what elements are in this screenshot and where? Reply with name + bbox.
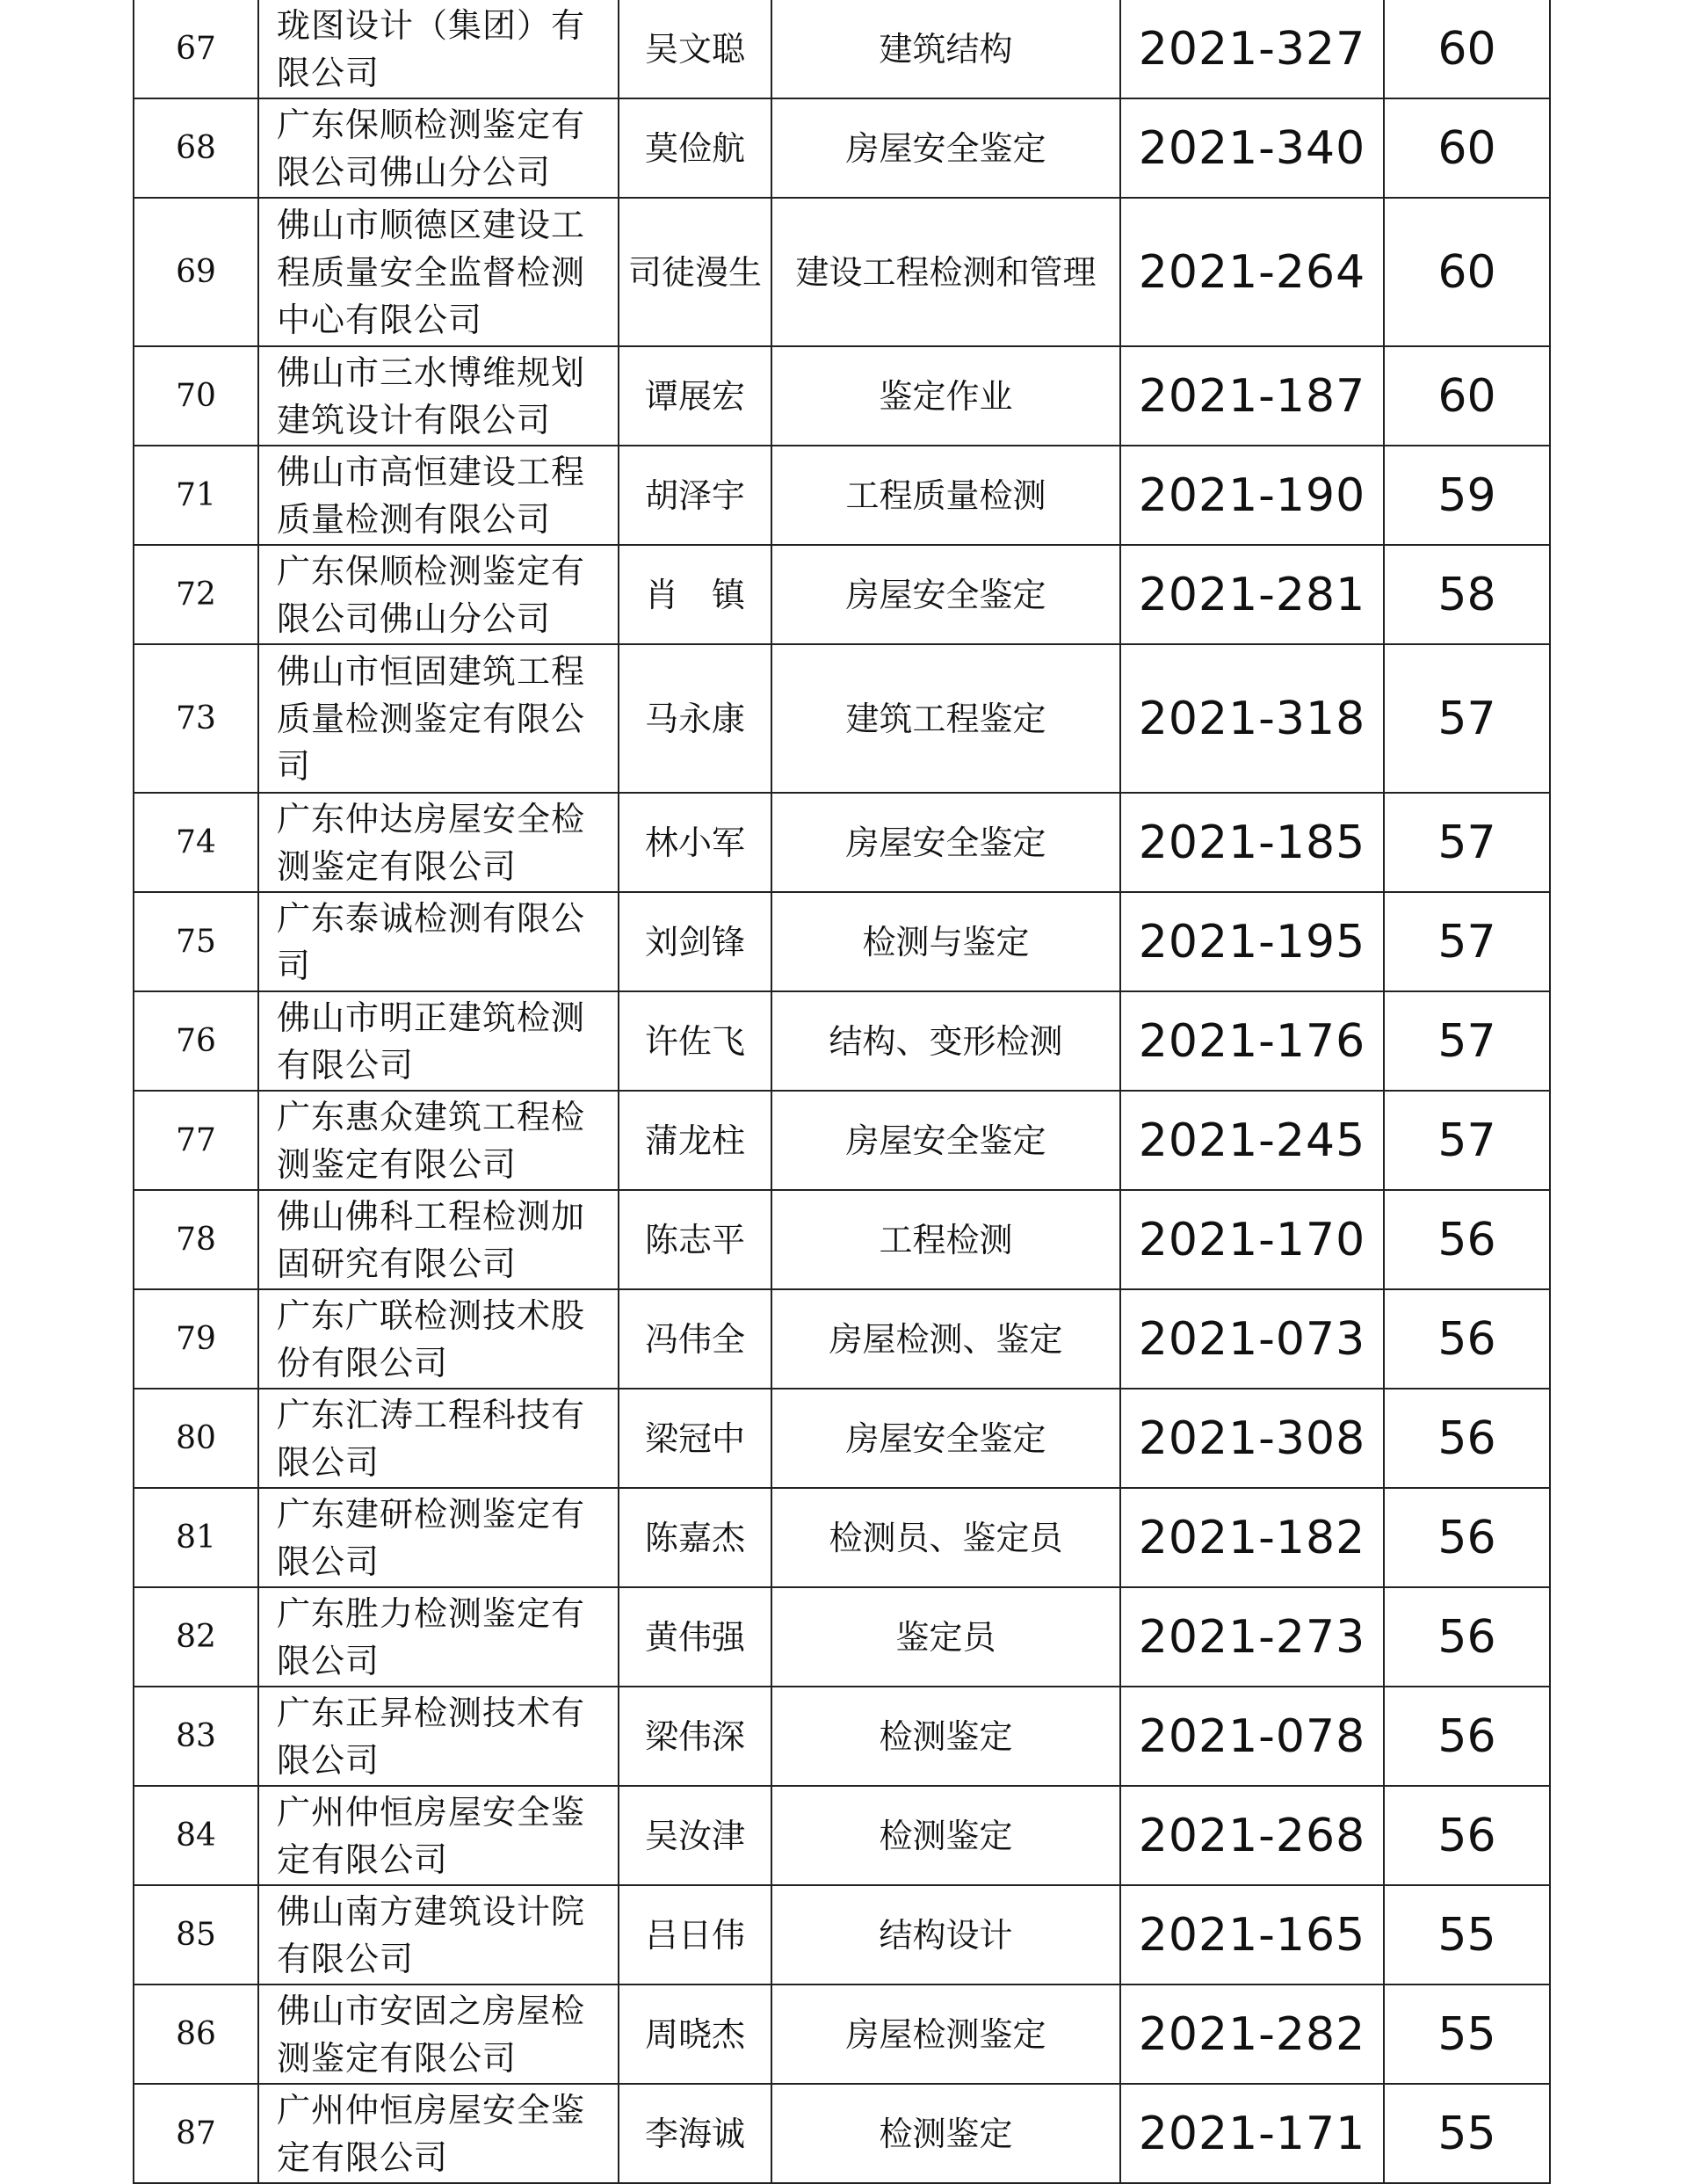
table-row (134, 1389, 1550, 1488)
certificate-number: 2021-273 (1120, 1587, 1384, 1687)
score: 55 (1384, 1885, 1550, 1984)
certificate-number: 2021-078 (1120, 1687, 1384, 1786)
table-row (134, 545, 1550, 644)
table-row (134, 991, 1550, 1091)
table-row (134, 446, 1550, 545)
score: 56 (1384, 1587, 1550, 1687)
specialty: 房屋安全鉴定 (771, 793, 1120, 892)
person-name: 吕日伟 (619, 1885, 771, 1984)
person-name: 李海诚 (619, 2084, 771, 2183)
score: 57 (1384, 991, 1550, 1091)
table-row (134, 98, 1550, 198)
person-name: 梁冠中 (619, 1389, 771, 1488)
row-number: 79 (134, 1289, 258, 1389)
certificate-number: 2021-308 (1120, 1389, 1384, 1488)
score: 55 (1384, 1984, 1550, 2084)
specialty: 房屋安全鉴定 (771, 1389, 1120, 1488)
person-name: 蒲龙柱 (619, 1091, 771, 1190)
specialty: 结构、变形检测 (771, 991, 1120, 1091)
certificate-number: 2021-195 (1120, 892, 1384, 991)
table-row (134, 1984, 1550, 2084)
row-number: 71 (134, 446, 258, 545)
specialty: 检测鉴定 (771, 1786, 1120, 1885)
certificate-number: 2021-281 (1120, 545, 1384, 644)
person-name: 冯伟全 (619, 1289, 771, 1389)
row-number: 83 (134, 1687, 258, 1786)
person-name: 陈志平 (619, 1190, 771, 1289)
table-row (134, 1488, 1550, 1587)
certificate-number: 2021-182 (1120, 1488, 1384, 1587)
certificate-number: 2021-268 (1120, 1786, 1384, 1885)
score: 56 (1384, 1786, 1550, 1885)
row-number: 77 (134, 1091, 258, 1190)
person-name: 马永康 (619, 644, 771, 793)
certificate-number: 2021-327 (1120, 0, 1384, 98)
company-name: 广东泰诚检测有限公司 (258, 892, 619, 991)
row-number: 87 (134, 2084, 258, 2183)
person-name: 陈嘉杰 (619, 1488, 771, 1587)
table-row (134, 198, 1550, 346)
row-number: 85 (134, 1885, 258, 1984)
row-number: 82 (134, 1587, 258, 1687)
specialty: 检测员、鉴定员 (771, 1488, 1120, 1587)
score: 56 (1384, 1289, 1550, 1389)
score: 57 (1384, 793, 1550, 892)
row-number: 81 (134, 1488, 258, 1587)
specialty: 房屋安全鉴定 (771, 98, 1120, 198)
specialty: 检测鉴定 (771, 1687, 1120, 1786)
company-name: 佛山南方建筑设计院有限公司 (258, 1885, 619, 1984)
certificate-number: 2021-170 (1120, 1190, 1384, 1289)
certificate-number: 2021-264 (1120, 198, 1384, 346)
company-name: 广东仲达房屋安全检测鉴定有限公司 (258, 793, 619, 892)
row-number: 67 (134, 0, 258, 98)
table-row (134, 1190, 1550, 1289)
row-number: 86 (134, 1984, 258, 2084)
specialty: 检测与鉴定 (771, 892, 1120, 991)
company-name: 广东建研检测鉴定有限公司 (258, 1488, 619, 1587)
row-number: 78 (134, 1190, 258, 1289)
certificate-number: 2021-073 (1120, 1289, 1384, 1389)
person-name: 吴文聪 (619, 0, 771, 98)
company-name: 佛山市高恒建设工程质量检测有限公司 (258, 446, 619, 545)
specialty: 检测鉴定 (771, 2084, 1120, 2183)
row-number: 75 (134, 892, 258, 991)
certificate-number: 2021-176 (1120, 991, 1384, 1091)
table-row (134, 1091, 1550, 1190)
table-row (134, 644, 1550, 793)
person-name: 梁伟深 (619, 1687, 771, 1786)
personnel-score-table (133, 0, 1551, 2184)
person-name: 许佐飞 (619, 991, 771, 1091)
specialty: 结构设计 (771, 1885, 1120, 1984)
table-row (134, 1289, 1550, 1389)
table-row (134, 1885, 1550, 1984)
score: 60 (1384, 0, 1550, 98)
specialty: 房屋安全鉴定 (771, 1091, 1120, 1190)
table-row (134, 346, 1550, 446)
company-name: 珑图设计（集团）有限公司 (258, 0, 619, 98)
table-row (134, 1687, 1550, 1786)
table-row (134, 1786, 1550, 1885)
person-name: 胡泽宇 (619, 446, 771, 545)
row-number: 73 (134, 644, 258, 793)
person-name: 周晓杰 (619, 1984, 771, 2084)
score: 58 (1384, 545, 1550, 644)
row-number: 84 (134, 1786, 258, 1885)
specialty: 房屋安全鉴定 (771, 545, 1120, 644)
specialty: 鉴定作业 (771, 346, 1120, 446)
score: 59 (1384, 446, 1550, 545)
company-name: 广州仲恒房屋安全鉴定有限公司 (258, 2084, 619, 2183)
score: 57 (1384, 644, 1550, 793)
certificate-number: 2021-185 (1120, 793, 1384, 892)
specialty: 建筑结构 (771, 0, 1120, 98)
company-name: 佛山市明正建筑检测有限公司 (258, 991, 619, 1091)
person-name: 司徒漫生 (619, 198, 771, 346)
company-name: 广东保顺检测鉴定有限公司佛山分公司 (258, 545, 619, 644)
company-name: 佛山佛科工程检测加固研究有限公司 (258, 1190, 619, 1289)
certificate-number: 2021-171 (1120, 2084, 1384, 2183)
row-number: 74 (134, 793, 258, 892)
person-name: 肖 镇 (619, 545, 771, 644)
company-name: 佛山市顺德区建设工程质量安全监督检测中心有限公司 (258, 198, 619, 346)
row-number: 68 (134, 98, 258, 198)
score: 56 (1384, 1190, 1550, 1289)
score: 55 (1384, 2084, 1550, 2183)
specialty: 工程检测 (771, 1190, 1120, 1289)
score: 56 (1384, 1488, 1550, 1587)
specialty: 房屋检测、鉴定 (771, 1289, 1120, 1389)
row-number: 76 (134, 991, 258, 1091)
person-name: 吴汝津 (619, 1786, 771, 1885)
table-row (134, 2084, 1550, 2183)
certificate-number: 2021-190 (1120, 446, 1384, 545)
row-number: 70 (134, 346, 258, 446)
company-name: 佛山市安固之房屋检测鉴定有限公司 (258, 1984, 619, 2084)
score: 60 (1384, 98, 1550, 198)
person-name: 莫俭航 (619, 98, 771, 198)
certificate-number: 2021-187 (1120, 346, 1384, 446)
person-name: 林小军 (619, 793, 771, 892)
company-name: 广东胜力检测鉴定有限公司 (258, 1587, 619, 1687)
person-name: 黄伟强 (619, 1587, 771, 1687)
person-name: 谭展宏 (619, 346, 771, 446)
company-name: 广东正昇检测技术有限公司 (258, 1687, 619, 1786)
table-row (134, 892, 1550, 991)
table-row (134, 793, 1550, 892)
row-number: 72 (134, 545, 258, 644)
certificate-number: 2021-318 (1120, 644, 1384, 793)
score: 56 (1384, 1687, 1550, 1786)
specialty: 建设工程检测和管理 (771, 198, 1120, 346)
specialty: 鉴定员 (771, 1587, 1120, 1687)
table-row (134, 0, 1550, 98)
specialty: 房屋检测鉴定 (771, 1984, 1120, 2084)
certificate-number: 2021-165 (1120, 1885, 1384, 1984)
certificate-number: 2021-282 (1120, 1984, 1384, 2084)
score: 56 (1384, 1389, 1550, 1488)
company-name: 广东保顺检测鉴定有限公司佛山分公司 (258, 98, 619, 198)
company-name: 广东惠众建筑工程检测鉴定有限公司 (258, 1091, 619, 1190)
row-number: 80 (134, 1389, 258, 1488)
certificate-number: 2021-245 (1120, 1091, 1384, 1190)
company-name: 广州仲恒房屋安全鉴定有限公司 (258, 1786, 619, 1885)
company-name: 广东汇涛工程科技有限公司 (258, 1389, 619, 1488)
company-name: 广东广联检测技术股份有限公司 (258, 1289, 619, 1389)
certificate-number: 2021-340 (1120, 98, 1384, 198)
row-number: 69 (134, 198, 258, 346)
company-name: 佛山市恒固建筑工程质量检测鉴定有限公司 (258, 644, 619, 793)
company-name: 佛山市三水博维规划建筑设计有限公司 (258, 346, 619, 446)
score: 60 (1384, 346, 1550, 446)
specialty: 建筑工程鉴定 (771, 644, 1120, 793)
specialty: 工程质量检测 (771, 446, 1120, 545)
score: 60 (1384, 198, 1550, 346)
table-row (134, 1587, 1550, 1687)
score: 57 (1384, 892, 1550, 991)
score: 57 (1384, 1091, 1550, 1190)
person-name: 刘剑锋 (619, 892, 771, 991)
